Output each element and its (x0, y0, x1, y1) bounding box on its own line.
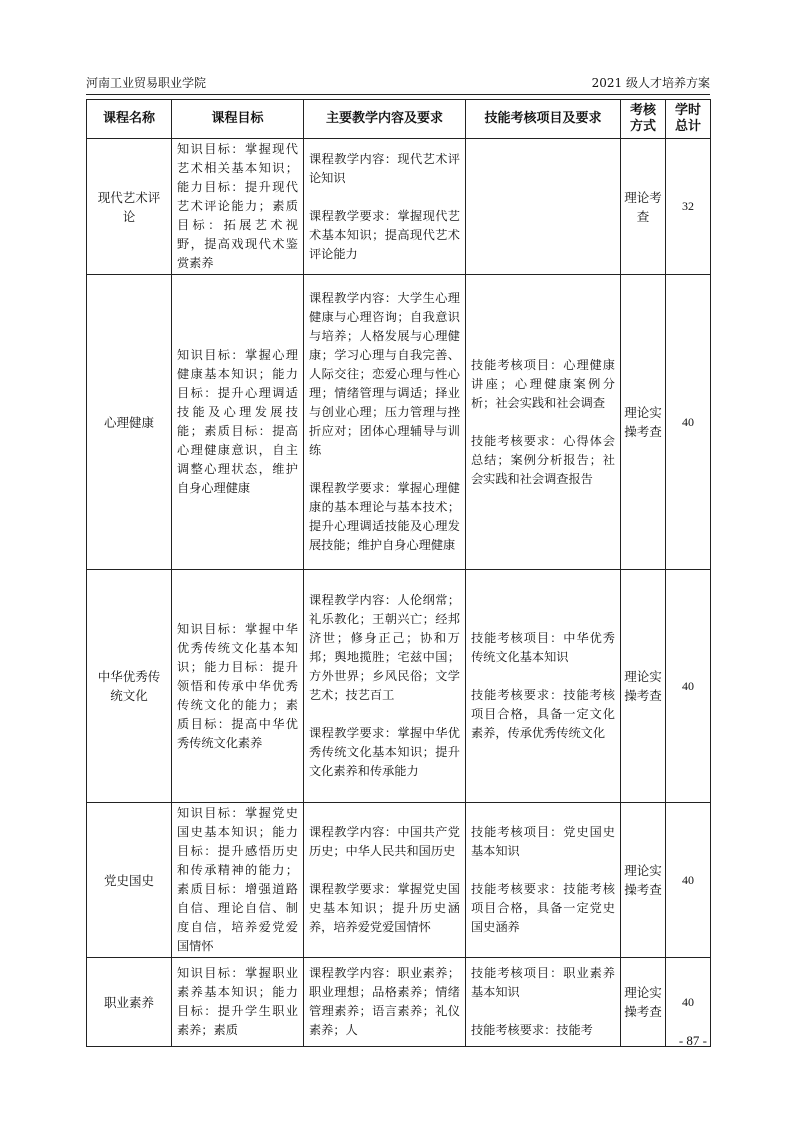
skill-cell (466, 803, 621, 958)
course-requirement: 课程教学要求：掌握党史国史基本知识；提升历史涵养，培养爱党爱国情怀 (309, 882, 460, 934)
col-header-content: 主要教学内容及要求 (304, 100, 466, 139)
total-hours: 40 (666, 958, 711, 1047)
exam-method: 理论实操考查 (621, 958, 666, 1047)
course-name: 职业素养 (87, 958, 172, 1047)
page-header (86, 72, 710, 95)
plan-title: 2021 级人才培养方案 (591, 76, 710, 90)
skill-item: 技能考核项目：中华优秀传统文化基本知识 (471, 631, 615, 664)
course-goal: 知识目标：掌握现代艺术相关基本知识；能力目标：提升现代艺术评论能力；素质目标：拓展艺术视野，提高戏现代术鉴赏素养 (172, 139, 304, 275)
exam-method: 理论实操考查 (621, 570, 666, 803)
skill-item: 技能考核项目：职业素养基本知识 (471, 966, 615, 999)
course-goal: 知识目标：掌握中华优秀传统文化基本知识；能力目标：提升领悟和传承中华优秀传统文化的能力；素质目标：提高中华优秀传统文化素养 (172, 570, 304, 803)
exam-method: 理论实操考查 (621, 275, 666, 570)
table-row (87, 139, 711, 275)
col-header-exam: 考核方式 (621, 100, 666, 139)
exam-method: 理论实操考查 (621, 803, 666, 958)
course-requirement: 课程教学要求：掌握中华优秀传统文化基本知识；提升文化素养和传承能力 (309, 726, 460, 778)
course-requirement: 课程教学要求：掌握心理健康的基本理论与基本技术；提升心理调适技能及心理发展技能；维护自身心理健康 (309, 481, 460, 552)
col-header-skill: 技能考核项目及要求 (466, 100, 621, 139)
table-header-row (87, 100, 711, 139)
table-row (87, 803, 711, 958)
course-name: 中华优秀传统文化 (87, 570, 172, 803)
school-name: 河南工业贸易职业学院 (86, 76, 207, 90)
course-goal: 知识目标：掌握党史国史基本知识；能力目标：提升感悟历史和传承精神的能力；素质目标：增强道路自信、理论自信、制度自信，培养爱党爱国情怀 (172, 803, 304, 958)
course-content: 课程教学内容：现代艺术评论知识 (309, 151, 460, 185)
course-name: 党史国史 (87, 803, 172, 958)
course-table (86, 99, 711, 1047)
exam-method: 理论考查 (621, 139, 666, 275)
skill-item: 技能考核项目：党史国史基本知识 (471, 825, 615, 858)
course-requirement: 课程教学要求：掌握现代艺术基本知识；提高现代艺术评论能力 (309, 208, 460, 261)
course-name: 现代艺术评论 (87, 139, 172, 275)
course-content: 课程教学内容：职业素养；职业理想；品格素养；情绪管理素养；语言素养；礼仪素养；人 (309, 966, 460, 1037)
skill-requirement: 技能考核要求：技能考核项目合格，具备一定文化素养，传承优秀传统文化 (471, 688, 615, 740)
skill-requirement: 技能考核要求：心得体会总结；案例分析报告；社会实践和社会调查报告 (471, 433, 615, 486)
col-header-course-name: 课程名称 (87, 100, 172, 139)
course-content-cell (304, 275, 466, 570)
total-hours: 32 (666, 139, 711, 275)
course-content: 课程教学内容：中国共产党历史；中华人民共和国历史 (309, 825, 460, 858)
table-row (87, 570, 711, 803)
table-row (87, 275, 711, 570)
skill-cell (466, 570, 621, 803)
col-header-hours: 学时总计 (666, 100, 711, 139)
skill-item: 技能考核项目：心理健康讲座；心理健康案例分析；社会实践和社会调查 (471, 357, 615, 410)
skill-cell (466, 139, 621, 275)
course-goal: 知识目标：掌握心理健康基本知识；能力目标：提升心理调适技能及心理发展技能；素质目标：提高心理健康意识，自主调整心理状态，维护自身心理健康 (172, 275, 304, 570)
col-header-course-goal: 课程目标 (172, 100, 304, 139)
page-number: - 87 - (678, 1033, 707, 1048)
total-hours: 40 (666, 275, 711, 570)
total-hours: 40 (666, 570, 711, 803)
course-name: 心理健康 (87, 275, 172, 570)
skill-requirement: 技能考核要求：技能考核项目合格，具备一定党史国史涵养 (471, 882, 615, 934)
skill-cell (466, 275, 621, 570)
course-content-cell (304, 803, 466, 958)
course-content: 课程教学内容：人伦纲常；礼乐教化；王朝兴亡；经邦济世；修身正己；协和万邦；舆地揽胜；宅兹中国；方外世界；乡风民俗；文学艺术；技艺百工 (309, 593, 460, 702)
course-content-cell (304, 570, 466, 803)
course-content: 课程教学内容：大学生心理健康与心理咨询；自我意识与培养；人格发展与心理健康；学习心理与自我完善、人际交往；恋爱心理与性心理；情绪管理与调适；择业与创业心理；压力管理与挫折应对；团体心理辅导与训练 (309, 291, 460, 457)
total-hours: 40 (666, 803, 711, 958)
skill-requirement: 技能考核要求：技能考 (471, 1023, 593, 1037)
course-goal: 知识目标：掌握职业素养基本知识；能力目标：提升学生职业素养；素质 (172, 958, 304, 1047)
course-content-cell (304, 139, 466, 275)
